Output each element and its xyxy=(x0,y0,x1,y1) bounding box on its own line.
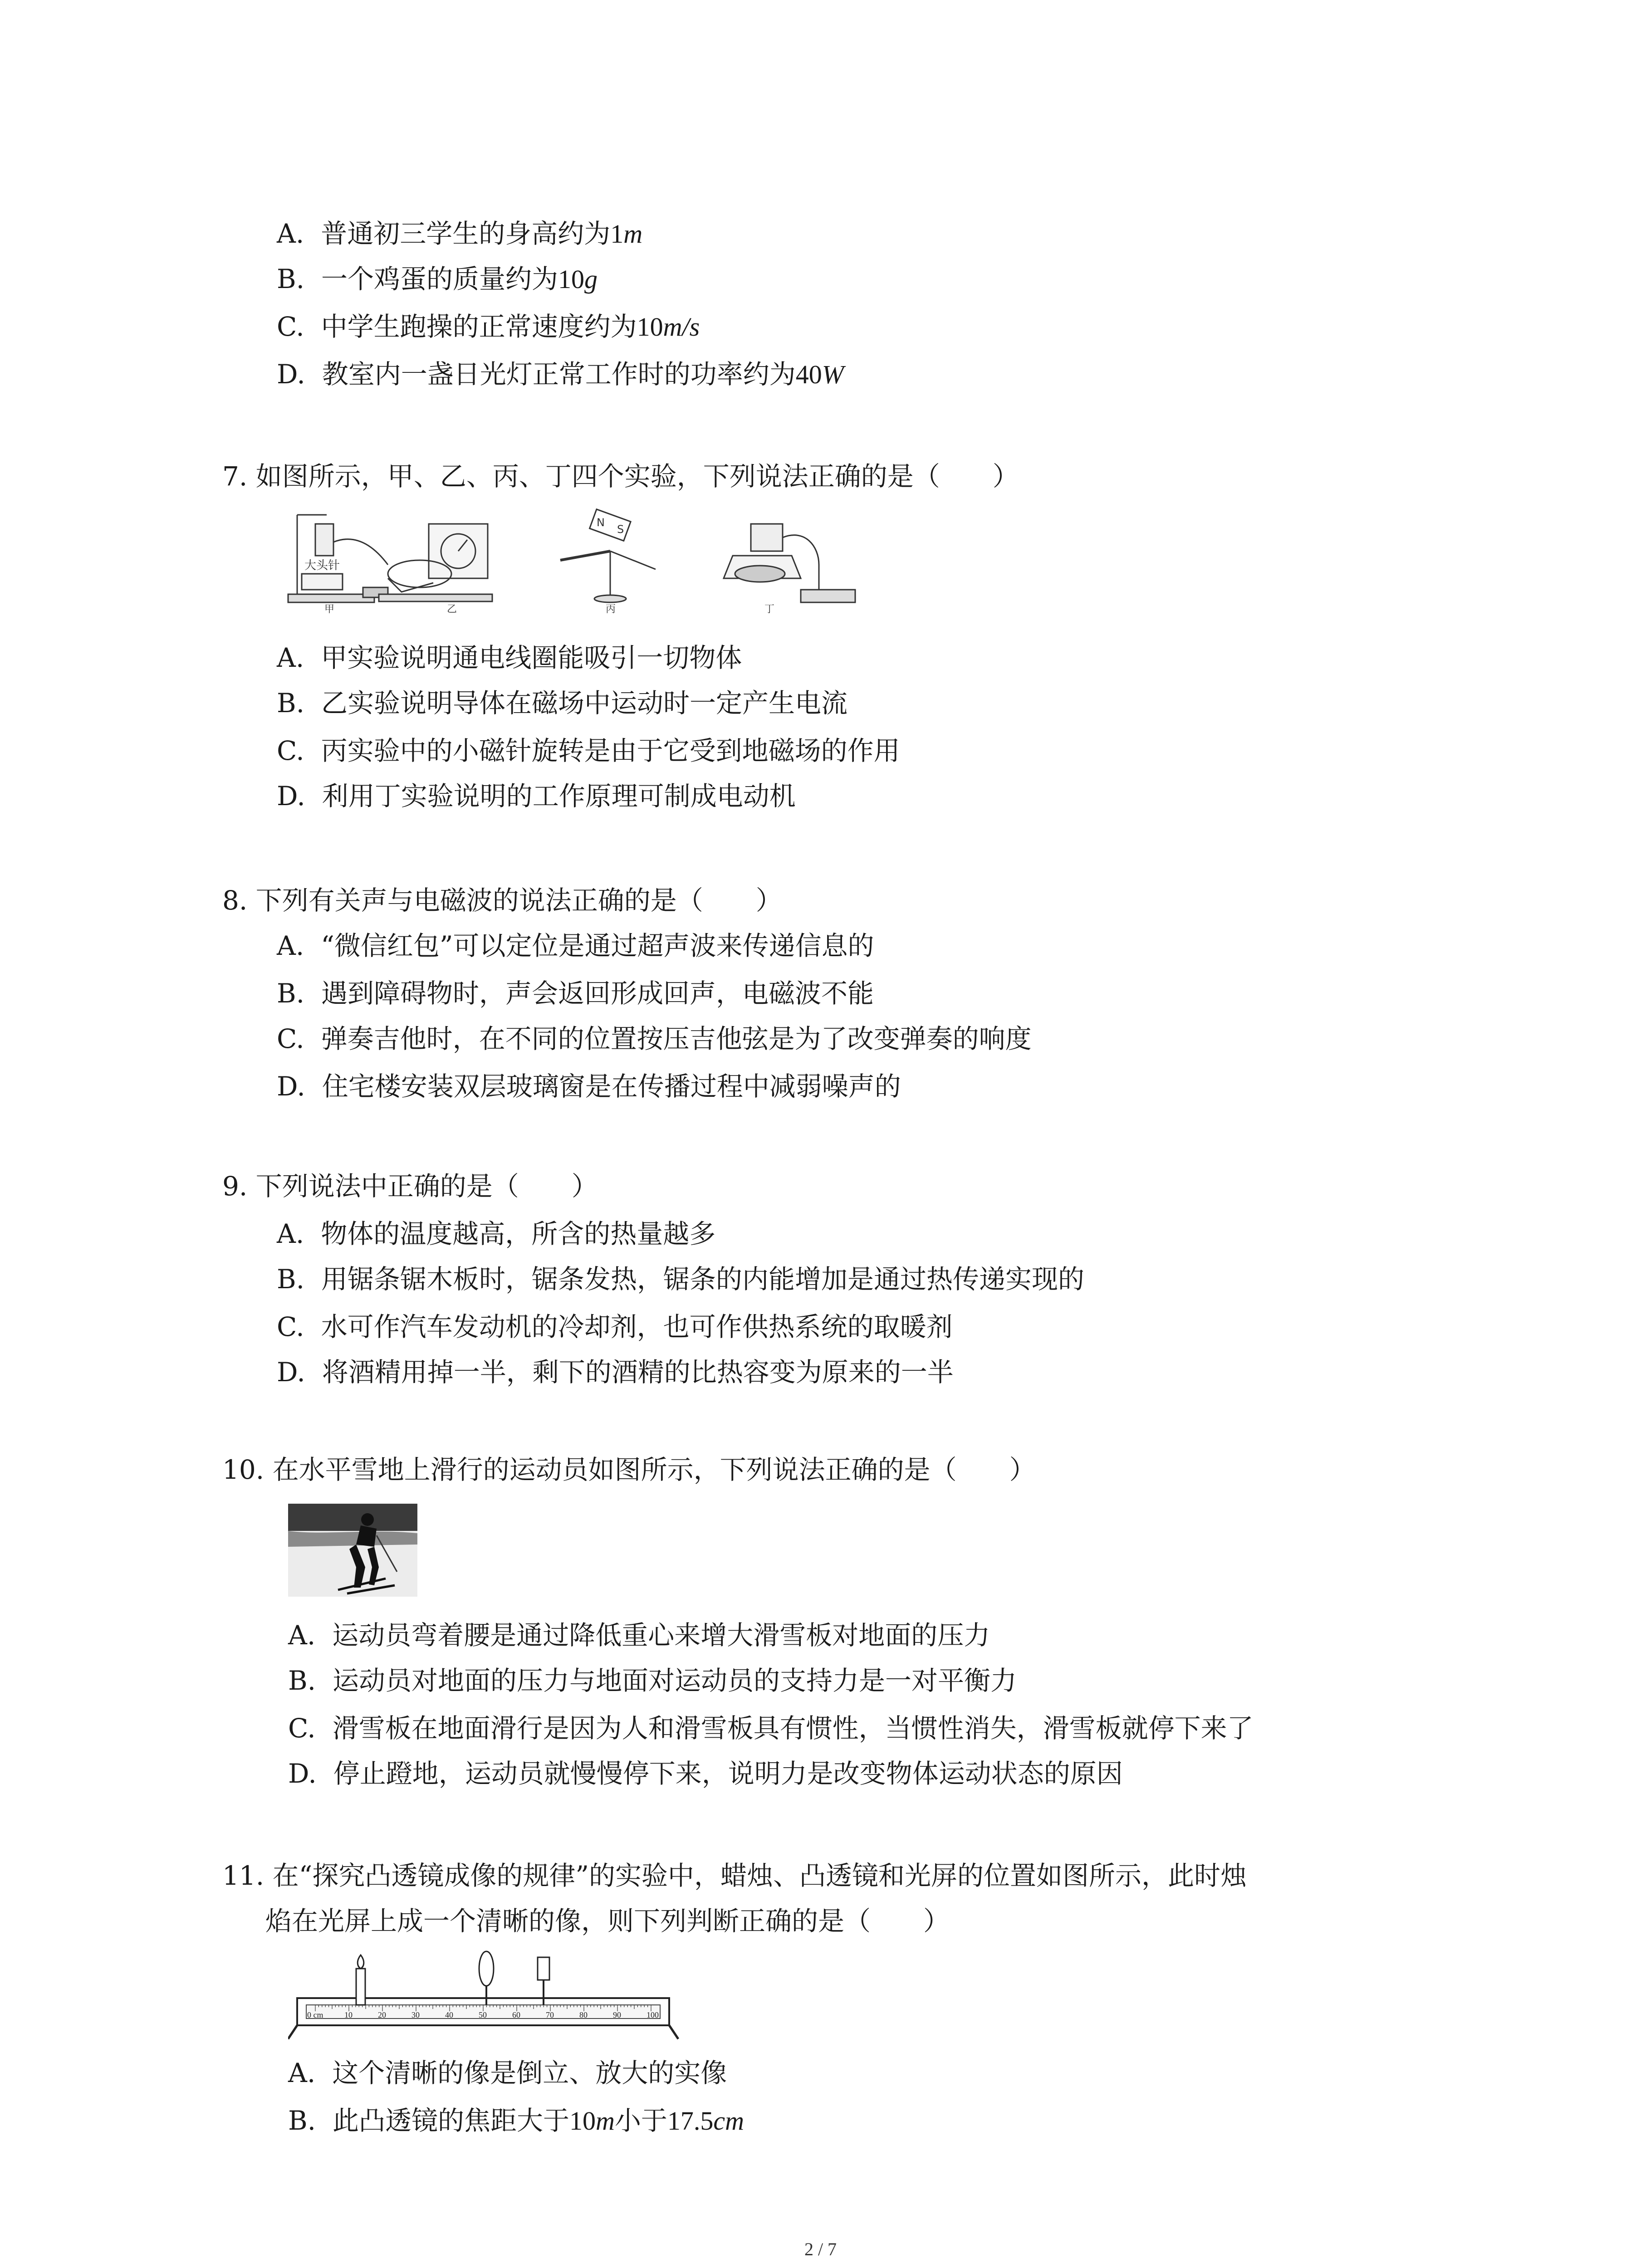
q6-option-d xyxy=(277,358,844,391)
option-label: B. xyxy=(277,264,305,294)
q8-option-c xyxy=(277,1023,1032,1055)
ruler-tick-label: 70 xyxy=(546,2010,554,2019)
q11-option-a xyxy=(288,2057,727,2089)
q10-skier-photo xyxy=(288,1504,417,1597)
figure-label-bing: 丙 xyxy=(606,604,616,615)
option-unit: W xyxy=(822,360,844,389)
option-label: A. xyxy=(277,218,304,249)
svg-text:N: N xyxy=(597,516,605,529)
option-text: 用锯条锯木板时，锯条发热，锯条的内能增加是通过热传递实现的 xyxy=(321,1264,1084,1295)
q11-stem-line1: 11. 在“探究凸透镜成像的规律”的实验中，蜡烛、凸透镜和光屏的位置如图所示，此时烛 xyxy=(222,1860,1247,1891)
q9-option-c xyxy=(277,1311,953,1343)
option-text: 水可作汽车发动机的冷却剂，也可作供热系统的取暖剂 xyxy=(321,1311,953,1342)
option-unit: m xyxy=(623,219,643,249)
option-text: 丙实验中的小磁针旋转是由于它受到地磁场的作用 xyxy=(321,735,900,766)
option-label: B. xyxy=(288,1665,316,1696)
option-text: 这个清晰的像是倒立、放大的实像 xyxy=(332,2058,727,2088)
figure-ding xyxy=(724,524,855,602)
ruler-tick-label: 60 xyxy=(512,2010,520,2019)
q10-option-b xyxy=(288,1665,1017,1696)
q8-option-d xyxy=(277,1070,901,1102)
option-label: C. xyxy=(288,1713,316,1744)
option-value: 40 xyxy=(795,360,822,389)
option-value: 1 xyxy=(610,219,624,249)
option-value: 10 xyxy=(569,2106,596,2136)
option-text: 普通初三学生的身高约为 xyxy=(321,218,611,249)
option-label: C. xyxy=(277,735,304,766)
q10-option-c xyxy=(288,1712,1254,1744)
option-unit: m/s xyxy=(663,312,700,342)
option-text: 物体的温度越高，所含的热量越多 xyxy=(321,1218,716,1249)
q7-option-a xyxy=(277,642,742,674)
q8-stem: 8. 下列有关声与电磁波的说法正确的是（ ） xyxy=(222,885,782,916)
option-label: D. xyxy=(288,1758,317,1789)
ruler-tick-label: 50 xyxy=(479,2010,487,2019)
option-unit: g xyxy=(584,264,598,294)
option-text: 滑雪板在地面滑行是因为人和滑雪板具有惯性，当惯性消失，滑雪板就停下来了 xyxy=(332,1713,1254,1744)
option-value: 10 xyxy=(637,312,663,342)
figure-text-label: 大头针 xyxy=(304,559,340,572)
q9-option-b xyxy=(277,1263,1084,1295)
ruler-tick-label: 10 xyxy=(344,2010,353,2019)
ruler-tick-label: 80 xyxy=(579,2010,588,2019)
q11-option-b xyxy=(288,2105,744,2137)
q8-option-b xyxy=(277,978,874,1009)
option-text: 小于 xyxy=(614,2105,667,2136)
option-text: 一个鸡蛋的质量约为 xyxy=(321,264,558,294)
q10-option-d xyxy=(288,1758,1123,1789)
option-text: 将酒精用掉一半，剩下的酒精的比热容变为原来的一半 xyxy=(322,1357,954,1388)
figure-label-yi: 乙 xyxy=(447,604,457,615)
q7-option-b xyxy=(277,687,847,719)
q9-option-d xyxy=(277,1356,954,1388)
option-text: 遇到障碍物时，声会返回形成回声，电磁波不能 xyxy=(321,978,874,1009)
option-label: D. xyxy=(277,781,305,811)
option-text: 停止蹬地，运动员就慢慢停下来，说明力是改变物体运动状态的原因 xyxy=(333,1758,1123,1789)
q7-option-c xyxy=(277,735,900,767)
option-label: D. xyxy=(277,359,305,390)
option-text: 乙实验说明导体在磁场中运动时一定产生电流 xyxy=(321,688,847,719)
option-text: 教室内一盏日光灯正常工作时的功率约为 xyxy=(322,359,796,390)
option-label: D. xyxy=(277,1357,305,1388)
ruler-tick-label: 30 xyxy=(411,2010,420,2019)
q8-option-a xyxy=(277,930,874,962)
option-label: B. xyxy=(277,688,305,719)
option-text: 中学生跑操的正常速度约为 xyxy=(321,311,637,342)
q7-experiment-figure xyxy=(284,506,864,615)
q6-option-c xyxy=(277,311,700,343)
q7-option-d xyxy=(277,780,796,812)
q7-stem: 7. 如图所示，甲、乙、丙、丁四个实验，下列说法正确的是（ ） xyxy=(222,461,1019,492)
option-text: 运动员弯着腰是通过降低重心来增大滑雪板对地面的压力 xyxy=(332,1620,990,1651)
ruler-tick-label: 40 xyxy=(445,2010,453,2019)
q6-option-b xyxy=(277,263,598,295)
option-label: D. xyxy=(277,1071,305,1102)
option-value: 10 xyxy=(558,264,584,294)
candle xyxy=(356,1955,365,2005)
option-label: A. xyxy=(288,2058,316,2088)
figure-yi xyxy=(379,524,492,601)
option-label: C. xyxy=(277,311,304,342)
convex-lens xyxy=(479,1951,494,2005)
figure-labels xyxy=(324,604,774,615)
option-label: C. xyxy=(277,1023,304,1054)
ruler-tick-label: 0 cm xyxy=(307,2010,323,2019)
option-value: 17.5 xyxy=(667,2106,714,2136)
option-label: B. xyxy=(288,2105,316,2136)
option-text: “微信红包”可以定位是通过超声波来传递信息的 xyxy=(321,930,874,961)
option-text: 运动员对地面的压力与地面对运动员的支持力是一对平衡力 xyxy=(332,1665,1017,1696)
option-text: 利用丁实验说明的工作原理可制成电动机 xyxy=(322,781,796,811)
option-label: A. xyxy=(277,1218,304,1249)
q6-option-a xyxy=(277,218,642,250)
option-label: A. xyxy=(277,642,304,673)
page-number: 2 / 7 xyxy=(804,2239,837,2259)
option-text: 弹奏吉他时，在不同的位置按压吉他弦是为了改变弹奏的响度 xyxy=(321,1023,1032,1054)
figure-bing xyxy=(560,509,656,602)
option-label: B. xyxy=(277,978,305,1009)
option-label: A. xyxy=(288,1620,316,1651)
option-label: A. xyxy=(277,930,304,961)
ruler-tick-label: 90 xyxy=(613,2010,621,2019)
q9-option-a xyxy=(277,1218,715,1250)
option-unit: cm xyxy=(713,2106,744,2136)
ruler-tick-label: 20 xyxy=(378,2010,386,2019)
ruler-tick-label: 100 xyxy=(647,2010,659,2019)
q9-stem: 9. 下列说法中正确的是（ ） xyxy=(222,1171,598,1202)
q11-optical-bench-figure xyxy=(288,1948,683,2041)
option-label: B. xyxy=(277,1264,305,1295)
q10-option-a xyxy=(288,1619,990,1651)
option-label: C. xyxy=(277,1311,304,1342)
option-text: 住宅楼安装双层玻璃窗是在传播过程中减弱噪声的 xyxy=(322,1071,901,1102)
svg-text:S: S xyxy=(617,523,624,536)
figure-label-jia: 甲 xyxy=(324,604,335,615)
q10-stem: 10. 在水平雪地上滑行的运动员如图所示，下列说法正确的是（ ） xyxy=(222,1454,1036,1485)
option-unit: m xyxy=(595,2106,615,2136)
option-text: 甲实验说明通电线圈能吸引一切物体 xyxy=(321,642,742,673)
option-text: 此凸透镜的焦距大于 xyxy=(332,2105,569,2136)
q11-stem-line2: 焰在光屏上成一个清晰的像，则下列判断正确的是（ ） xyxy=(265,1906,950,1936)
figure-label-ding: 丁 xyxy=(764,604,775,615)
